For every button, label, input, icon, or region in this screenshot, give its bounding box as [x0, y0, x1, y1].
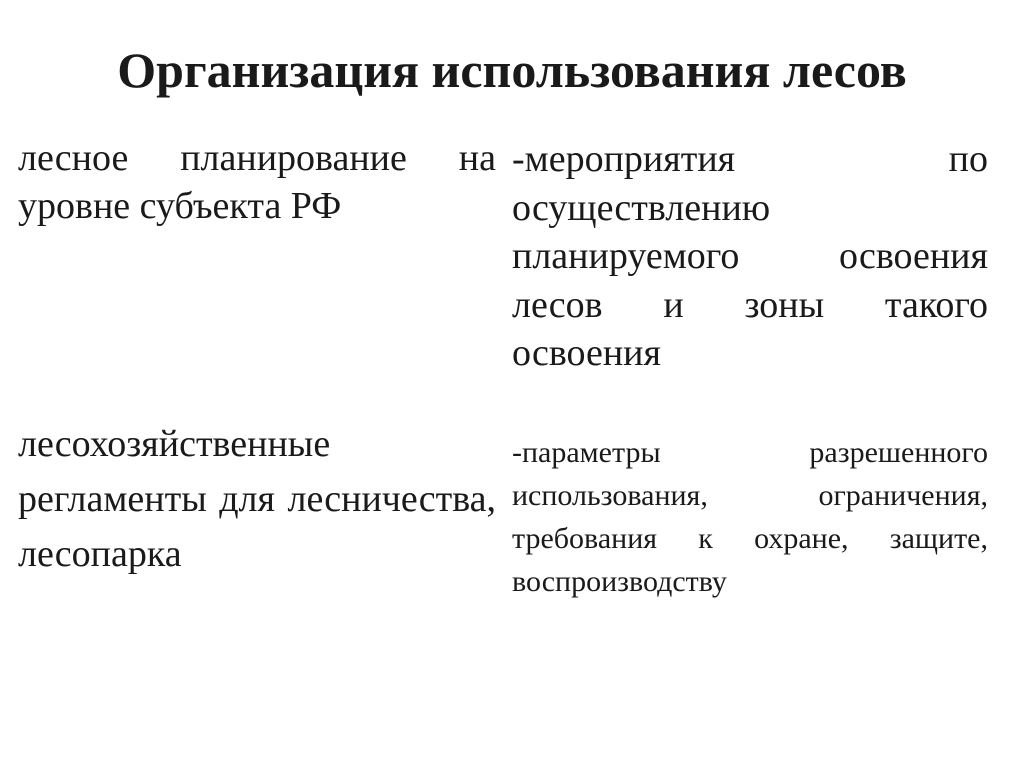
- row-2-left-text: лесохозяйственные регламенты для лесничества, лесопарка: [18, 423, 496, 575]
- row-2-right-text: -параметры разрешенного использования, ограничения, требования к охране, защите, воспроизводству: [512, 436, 988, 598]
- row-1-left-text: лесное планирование на уровне субъекта РФ: [18, 137, 496, 227]
- page-title: Организация использования лесов: [117, 42, 907, 98]
- row-1-right-text: -мероприятия по осуществлению планируемого освоения лесов и зоны такого освоения: [512, 138, 988, 374]
